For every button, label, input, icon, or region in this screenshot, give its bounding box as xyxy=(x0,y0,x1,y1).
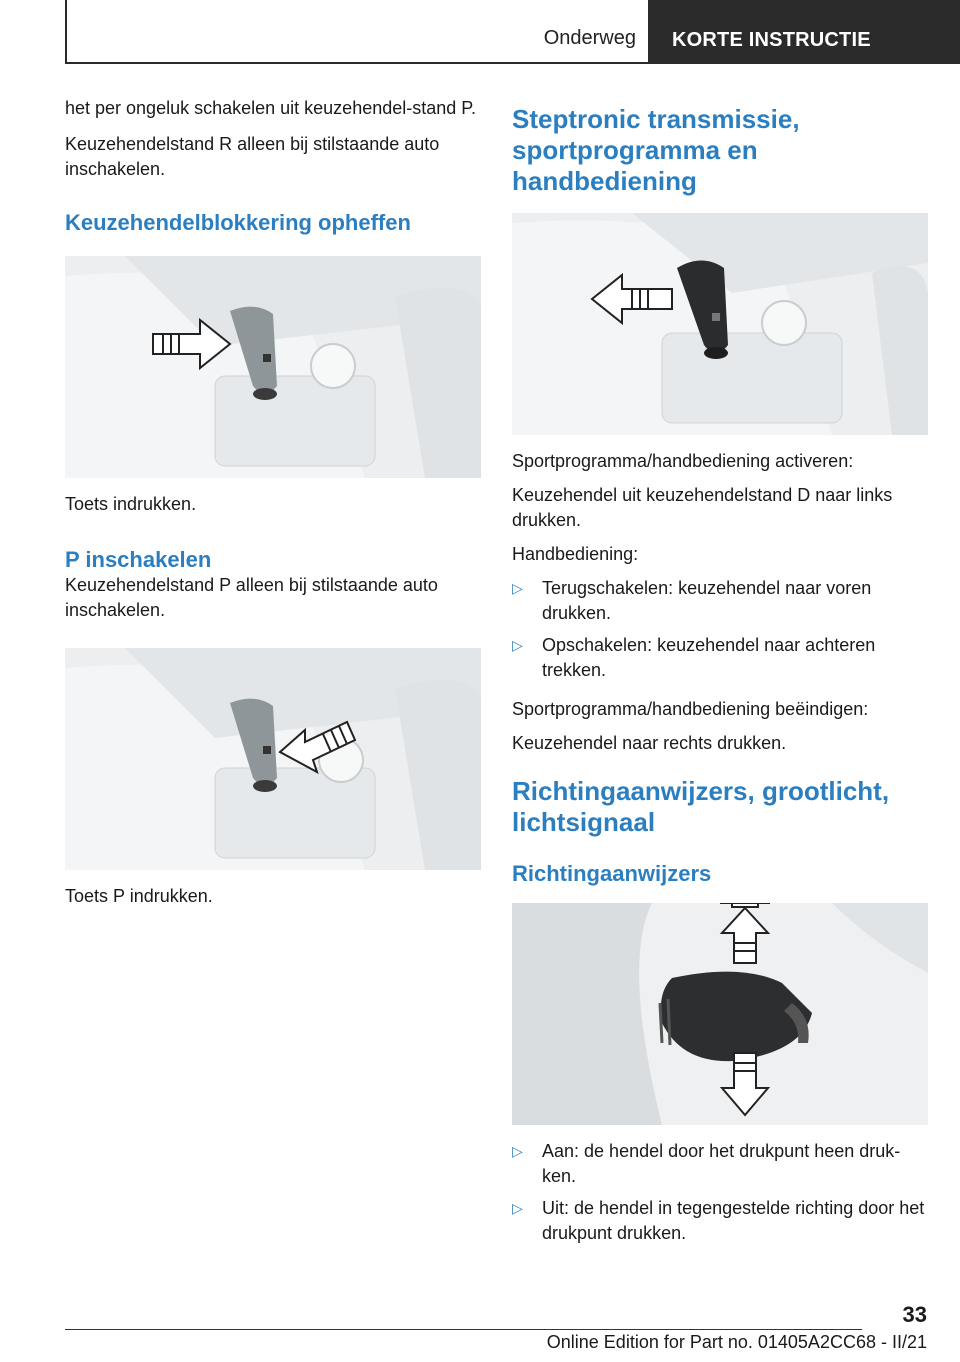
sport-activate-label: Sportprogramma/handbediening activeren: xyxy=(512,451,854,471)
header-chapter-box xyxy=(65,0,650,64)
list-item: ▷ Opschakelen: keuzehendel naar achteren trekken. xyxy=(512,635,876,680)
heading-selector-lock-release: Keuzehendelblokkering opheffen xyxy=(65,210,411,235)
intro-paragraph-2: Keuzehendelstand R alleen bij stilstaande auto inschakelen. xyxy=(65,134,440,179)
indicator-stalk-illustration xyxy=(512,903,928,1125)
sport-end-label: Sportprogramma/handbediening beëindigen: xyxy=(512,699,869,719)
figure-selector-lock-release xyxy=(65,256,481,478)
figure-indicator-stalk xyxy=(512,903,928,1125)
footer-divider xyxy=(65,1329,862,1330)
triangle-right-icon: ▷ xyxy=(512,580,523,596)
caption-park-button: Toets P indrukken. xyxy=(65,886,213,906)
page-number: 33 xyxy=(902,1302,927,1327)
list-item: ▷ Aan: de hendel door het drukpunt heen druk-ken. xyxy=(512,1141,901,1186)
sport-end-text: Keuzehendel naar rechts drukken. xyxy=(512,733,787,753)
heading-indicators: Richtingaanwijzers, grootlicht, lichtsignaal xyxy=(512,776,890,837)
manual-label: Handbediening: xyxy=(512,544,639,564)
list-item: ▷ Terugschakelen: keuzehendel naar voren drukken. xyxy=(512,578,872,623)
park-paragraph: Keuzehendelstand P alleen bij stilstaande auto inschakelen. xyxy=(65,575,438,620)
triangle-right-icon: ▷ xyxy=(512,637,523,653)
left-column xyxy=(65,96,485,916)
figure-steptronic xyxy=(512,213,928,435)
section-title: KORTE INSTRUCTIE xyxy=(672,29,871,51)
header-section-tab xyxy=(650,0,960,64)
indicator-list xyxy=(512,1139,928,1246)
sport-activate-text: Keuzehendel uit keuzehendelstand D naar links drukken. xyxy=(512,485,893,530)
steptronic-illustration xyxy=(512,213,928,435)
right-column xyxy=(512,96,928,1253)
subheading-indicators: Richtingaanwijzers xyxy=(512,861,712,886)
gear-selector-illustration xyxy=(65,256,481,478)
footer-edition: Online Edition for Part no. 01405A2CC68 - II/21 xyxy=(546,1332,927,1352)
chapter-title: Onderweg xyxy=(543,27,636,49)
figure-park-button xyxy=(65,648,481,870)
park-button-illustration xyxy=(65,648,481,870)
heading-steptronic: Steptronic transmissie, sportprogramma en handbediening xyxy=(512,104,800,196)
caption-selector-lock-release: Toets indrukken. xyxy=(65,494,197,514)
triangle-right-icon: ▷ xyxy=(512,1200,523,1216)
list-item: ▷ Uit: de hendel in tegengestelde richting door het drukpunt drukken. xyxy=(512,1198,925,1243)
heading-park-engage: P inschakelen xyxy=(65,547,212,572)
manual-list xyxy=(512,576,928,683)
triangle-right-icon: ▷ xyxy=(512,1143,523,1159)
intro-paragraph-1: het per ongeluk schakelen uit keuzehendel-stand P. xyxy=(65,98,476,118)
